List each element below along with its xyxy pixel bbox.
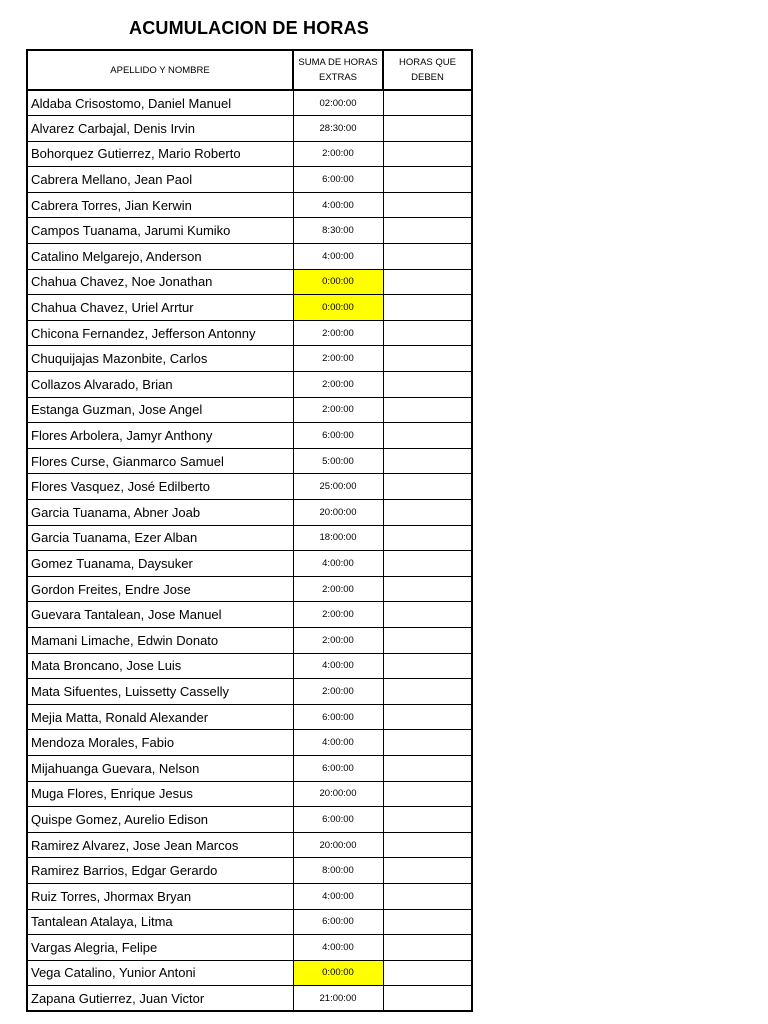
table-row — [27, 576, 472, 602]
owed-hours-cell[interactable] — [383, 602, 472, 628]
overtime-hours-cell[interactable]: 0:00:00 — [293, 960, 383, 986]
employee-name-cell[interactable]: Ramirez Barrios, Edgar Gerardo — [27, 858, 293, 884]
table-body — [27, 90, 472, 1011]
overtime-hours-cell[interactable]: 4:00:00 — [293, 883, 383, 909]
employee-name-cell[interactable]: Quispe Gomez, Aurelio Edison — [27, 807, 293, 833]
overtime-hours-cell[interactable]: 6:00:00 — [293, 704, 383, 730]
owed-hours-cell[interactable] — [383, 397, 472, 423]
owed-hours-cell[interactable] — [383, 192, 472, 218]
table-row — [27, 141, 472, 167]
overtime-hours-cell[interactable]: 2:00:00 — [293, 346, 383, 372]
table-row — [27, 679, 472, 705]
employee-name-cell[interactable]: Flores Vasquez, José Edilberto — [27, 474, 293, 500]
employee-name-cell[interactable]: Bohorquez Gutierrez, Mario Roberto — [27, 141, 293, 167]
table-row — [27, 192, 472, 218]
table-row — [27, 730, 472, 756]
employee-name-cell[interactable]: Vargas Alegria, Felipe — [27, 935, 293, 961]
owed-hours-cell[interactable] — [383, 372, 472, 398]
table-row — [27, 909, 472, 935]
owed-hours-cell[interactable] — [383, 807, 472, 833]
owed-hours-cell[interactable] — [383, 167, 472, 193]
overtime-hours-cell[interactable]: 2:00:00 — [293, 602, 383, 628]
table-row — [27, 320, 472, 346]
employee-name-cell[interactable]: Alvarez Carbajal, Denis Irvin — [27, 116, 293, 142]
overtime-hours-cell[interactable]: 20:00:00 — [293, 832, 383, 858]
overtime-hours-cell[interactable]: 21:00:00 — [293, 986, 383, 1012]
employee-name-cell[interactable]: Muga Flores, Enrique Jesus — [27, 781, 293, 807]
overtime-hours-cell[interactable]: 28:30:00 — [293, 116, 383, 142]
table-row — [27, 167, 472, 193]
owed-hours-cell[interactable] — [383, 551, 472, 577]
overtime-hours-cell[interactable]: 4:00:00 — [293, 244, 383, 270]
table-row — [27, 423, 472, 449]
header-hours[interactable]: SUMA DE HORAS EXTRAS — [293, 50, 383, 90]
employee-name-cell[interactable]: Chuquijajas Mazonbite, Carlos — [27, 346, 293, 372]
overtime-hours-cell[interactable]: 6:00:00 — [293, 807, 383, 833]
owed-hours-cell[interactable] — [383, 730, 472, 756]
employee-name-cell[interactable]: Cabrera Mellano, Jean Paol — [27, 167, 293, 193]
employee-name-cell[interactable]: Mata Broncano, Jose Luis — [27, 653, 293, 679]
employee-name-cell[interactable]: Catalino Melgarejo, Anderson — [27, 244, 293, 270]
overtime-hours-cell[interactable]: 0:00:00 — [293, 269, 383, 295]
table-row — [27, 551, 472, 577]
employee-name-cell[interactable]: Tantalean Atalaya, Litma — [27, 909, 293, 935]
overtime-hours-cell[interactable]: 20:00:00 — [293, 781, 383, 807]
employee-name-cell[interactable]: Mamani Limache, Edwin Donato — [27, 627, 293, 653]
employee-name-cell[interactable]: Vega Catalino, Yunior Antoni — [27, 960, 293, 986]
table-row — [27, 525, 472, 551]
table-row — [27, 269, 472, 295]
owed-hours-cell[interactable] — [383, 576, 472, 602]
employee-name-cell[interactable]: Aldaba Crisostomo, Daniel Manuel — [27, 90, 293, 116]
table-row — [27, 960, 472, 986]
overtime-hours-cell[interactable]: 8:00:00 — [293, 858, 383, 884]
owed-hours-cell[interactable] — [383, 218, 472, 244]
overtime-hours-cell[interactable]: 2:00:00 — [293, 627, 383, 653]
table-row — [27, 704, 472, 730]
owed-hours-cell[interactable] — [383, 704, 472, 730]
table-row — [27, 500, 472, 526]
overtime-hours-cell[interactable]: 2:00:00 — [293, 397, 383, 423]
overtime-hours-cell[interactable]: 6:00:00 — [293, 909, 383, 935]
overtime-hours-cell[interactable]: 6:00:00 — [293, 755, 383, 781]
table-row — [27, 883, 472, 909]
header-row — [27, 50, 472, 90]
employee-name-cell[interactable]: Cabrera Torres, Jian Kerwin — [27, 192, 293, 218]
owed-hours-cell[interactable] — [383, 448, 472, 474]
owed-hours-cell[interactable] — [383, 653, 472, 679]
overtime-hours-cell[interactable]: 02:00:00 — [293, 90, 383, 116]
employee-name-cell[interactable]: Gordon Freites, Endre Jose — [27, 576, 293, 602]
overtime-hours-cell[interactable]: 18:00:00 — [293, 525, 383, 551]
owed-hours-cell[interactable] — [383, 295, 472, 321]
owed-hours-cell[interactable] — [383, 423, 472, 449]
table-row — [27, 653, 472, 679]
hours-table — [26, 49, 473, 1012]
overtime-hours-cell[interactable]: 0:00:00 — [293, 295, 383, 321]
employee-name-cell[interactable]: Mijahuanga Guevara, Nelson — [27, 755, 293, 781]
employee-name-cell[interactable]: Mejia Matta, Ronald Alexander — [27, 704, 293, 730]
overtime-hours-cell[interactable]: 4:00:00 — [293, 653, 383, 679]
owed-hours-cell[interactable] — [383, 116, 472, 142]
table-row — [27, 858, 472, 884]
owed-hours-cell[interactable] — [383, 346, 472, 372]
overtime-hours-cell[interactable]: 8:30:00 — [293, 218, 383, 244]
employee-name-cell[interactable]: Mendoza Morales, Fabio — [27, 730, 293, 756]
owed-hours-cell[interactable] — [383, 320, 472, 346]
header-name[interactable]: APELLIDO Y NOMBRE — [27, 50, 293, 90]
overtime-hours-cell[interactable]: 4:00:00 — [293, 730, 383, 756]
employee-name-cell[interactable]: Campos Tuanama, Jarumi Kumiko — [27, 218, 293, 244]
employee-name-cell[interactable]: Gomez Tuanama, Daysuker — [27, 551, 293, 577]
sheet-title: ACUMULACION DE HORAS — [129, 18, 369, 38]
overtime-hours-cell[interactable]: 2:00:00 — [293, 679, 383, 705]
table-row — [27, 807, 472, 833]
table-row — [27, 397, 472, 423]
table-row — [27, 218, 472, 244]
table-row — [27, 295, 472, 321]
employee-name-cell[interactable]: Mata Sifuentes, Luissetty Casselly — [27, 679, 293, 705]
employee-name-cell[interactable]: Flores Arbolera, Jamyr Anthony — [27, 423, 293, 449]
owed-hours-cell[interactable] — [383, 500, 472, 526]
owed-hours-cell[interactable] — [383, 269, 472, 295]
owed-hours-cell[interactable] — [383, 627, 472, 653]
overtime-hours-cell[interactable]: 6:00:00 — [293, 423, 383, 449]
employee-name-cell[interactable]: Garcia Tuanama, Abner Joab — [27, 500, 293, 526]
owed-hours-cell[interactable] — [383, 90, 472, 116]
owed-hours-cell[interactable] — [383, 781, 472, 807]
table-row — [27, 627, 472, 653]
owed-hours-cell[interactable] — [383, 244, 472, 270]
table-row — [27, 474, 472, 500]
employee-name-cell[interactable]: Flores Curse, Gianmarco Samuel — [27, 448, 293, 474]
overtime-hours-cell[interactable]: 6:00:00 — [293, 167, 383, 193]
table-row — [27, 781, 472, 807]
overtime-hours-cell[interactable]: 2:00:00 — [293, 141, 383, 167]
overtime-hours-cell[interactable]: 2:00:00 — [293, 372, 383, 398]
owed-hours-cell[interactable] — [383, 755, 472, 781]
overtime-hours-cell[interactable]: 20:00:00 — [293, 500, 383, 526]
employee-name-cell[interactable]: Ramirez Alvarez, Jose Jean Marcos — [27, 832, 293, 858]
table-row — [27, 372, 472, 398]
header-owed[interactable]: HORAS QUE DEBEN — [383, 50, 472, 90]
overtime-hours-cell[interactable]: 5:00:00 — [293, 448, 383, 474]
owed-hours-cell[interactable] — [383, 935, 472, 961]
owed-hours-cell[interactable] — [383, 141, 472, 167]
employee-name-cell[interactable]: Chahua Chavez, Uriel Arrtur — [27, 295, 293, 321]
owed-hours-cell[interactable] — [383, 679, 472, 705]
table-row — [27, 116, 472, 142]
owed-hours-cell[interactable] — [383, 832, 472, 858]
owed-hours-cell[interactable] — [383, 986, 472, 1012]
table-row — [27, 832, 472, 858]
owed-hours-cell[interactable] — [383, 883, 472, 909]
overtime-hours-cell[interactable]: 4:00:00 — [293, 935, 383, 961]
table-row — [27, 935, 472, 961]
table-row — [27, 448, 472, 474]
employee-name-cell[interactable]: Zapana Gutierrez, Juan Victor — [27, 986, 293, 1012]
overtime-hours-cell[interactable]: 4:00:00 — [293, 551, 383, 577]
owed-hours-cell[interactable] — [383, 858, 472, 884]
owed-hours-cell[interactable] — [383, 474, 472, 500]
owed-hours-cell[interactable] — [383, 909, 472, 935]
overtime-hours-cell[interactable]: 2:00:00 — [293, 576, 383, 602]
overtime-hours-cell[interactable]: 2:00:00 — [293, 320, 383, 346]
table-row — [27, 602, 472, 628]
overtime-hours-cell[interactable]: 25:00:00 — [293, 474, 383, 500]
employee-name-cell[interactable]: Chahua Chavez, Noe Jonathan — [27, 269, 293, 295]
table-row — [27, 90, 472, 116]
table-row — [27, 755, 472, 781]
employee-name-cell[interactable]: Estanga Guzman, Jose Angel — [27, 397, 293, 423]
employee-name-cell[interactable]: Garcia Tuanama, Ezer Alban — [27, 525, 293, 551]
owed-hours-cell[interactable] — [383, 960, 472, 986]
employee-name-cell[interactable]: Ruiz Torres, Jhormax Bryan — [27, 883, 293, 909]
table-row — [27, 346, 472, 372]
employee-name-cell[interactable]: Collazos Alvarado, Brian — [27, 372, 293, 398]
table-row — [27, 244, 472, 270]
employee-name-cell[interactable]: Chicona Fernandez, Jefferson Antonny — [27, 320, 293, 346]
owed-hours-cell[interactable] — [383, 525, 472, 551]
table-row — [27, 986, 472, 1012]
employee-name-cell[interactable]: Guevara Tantalean, Jose Manuel — [27, 602, 293, 628]
overtime-hours-cell[interactable]: 4:00:00 — [293, 192, 383, 218]
